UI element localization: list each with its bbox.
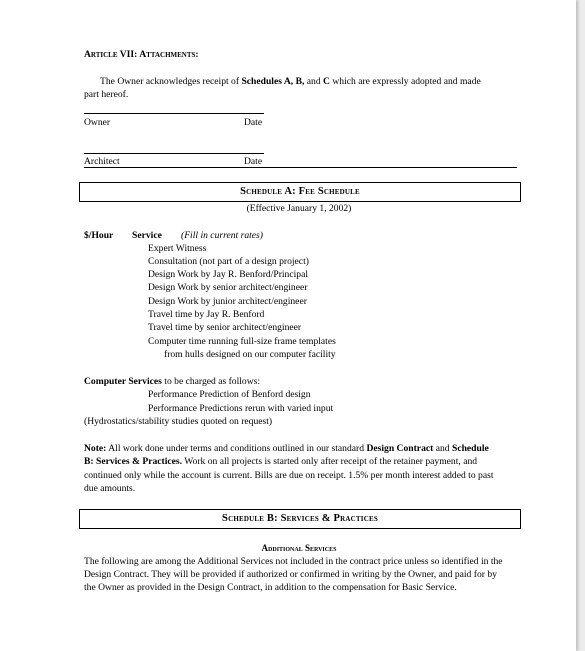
cs-note: (Hydrostatics/stability studies quoted on request) (84, 416, 273, 427)
schedule-b-paragraph-line: Design Contract. They will be provided if authorized or confirmed in writing by the Owner, and paid for by (84, 569, 497, 580)
section-divider (84, 167, 517, 168)
architect-date-label: Date (244, 156, 263, 167)
note-l1-bold2: Schedule (451, 443, 489, 454)
cs-item: Performance Predictions rerun with varied input (148, 403, 334, 414)
schedule-b-paragraph-line: The following are among the Additional Services not included in the contract price unless so identified in the (84, 556, 503, 567)
acknowledgement-line-1 (100, 76, 481, 88)
service-item: Travel time by senior architect/engineer (148, 322, 302, 333)
col-hour-header: $/Hour (84, 230, 114, 241)
note-line-4: due amounts. (84, 483, 136, 494)
acknowledgement-line-2: part hereof. (84, 89, 129, 100)
additional-services-heading: Additional Services (261, 543, 337, 553)
ack-mid: and (304, 76, 324, 87)
service-item-continued: from hulls designed on our computer facility (164, 349, 336, 360)
service-item: Design Work by senior architect/engineer (148, 282, 308, 293)
effective-date: (Effective January 1, 2002) (246, 203, 352, 214)
col-service-header: Service (132, 230, 162, 241)
note-line-3: continued only while the account is current. Bills are due on receipt. 1.5% per month interest added to past (84, 470, 494, 481)
computer-services-label: Computer Services (84, 376, 162, 387)
note-line-1 (84, 443, 489, 455)
owner-date-label: Date (244, 117, 263, 128)
note-l1-pre: All work done under terms and conditions outlined in our standard (106, 443, 367, 454)
ack-bold: Schedules A, B, (241, 76, 305, 87)
schedule-b-box (79, 509, 521, 529)
ack-bold2: C (323, 76, 330, 87)
col-note: (Fill in current rates) (181, 230, 263, 241)
article-heading: Article VII: Attachments: (84, 49, 199, 60)
note-l2-bold: B: Services & Practices. (84, 456, 183, 467)
note-l2-post: Work on all projects is started only after receipt of the retainer payment, and (182, 456, 478, 467)
service-item: Design Work by Jay R. Benford/Principal (148, 269, 308, 280)
schedule-b-title: Schedule B: Services & Practices (222, 513, 378, 524)
ack-pre: The Owner acknowledges receipt of (100, 76, 242, 87)
ack-post: which are expressly adopted and made (329, 76, 481, 87)
computer-services-line (84, 376, 260, 388)
note-label: Note: (84, 443, 107, 454)
service-item: Consultation (not part of a design project) (148, 256, 309, 267)
schedule-a-box (79, 182, 521, 202)
service-item: Computer time running full-size frame templates (148, 336, 336, 347)
schedule-a-title: Schedule A: Fee Schedule (240, 186, 360, 197)
owner-label: Owner (84, 117, 111, 128)
note-line-2 (84, 456, 477, 468)
cs-item: Performance Prediction of Benford design (148, 389, 311, 400)
schedule-b-paragraph-line: the Owner as provided in the Design Contract, in addition to the compensation for Basic Service. (84, 582, 457, 593)
computer-services-text: to be charged as follows: (161, 376, 261, 387)
service-item: Expert Witness (148, 243, 207, 254)
architect-label: Architect (84, 156, 120, 167)
note-l1-mid: and (433, 443, 452, 454)
service-item: Design Work by junior architect/engineer (148, 296, 307, 307)
service-item: Travel time by Jay R. Benford (148, 309, 265, 320)
signature-line-architect (84, 153, 264, 154)
note-l1-bold: Design Contract (366, 443, 434, 454)
signature-line-owner (84, 113, 264, 114)
